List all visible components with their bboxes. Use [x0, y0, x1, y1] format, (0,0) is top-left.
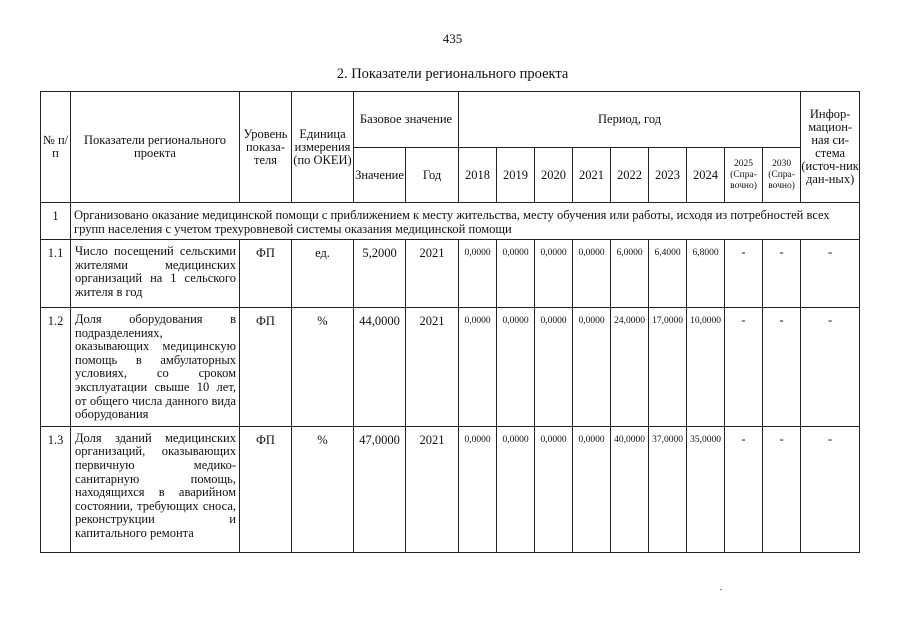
section-row: [41, 203, 860, 240]
header-year-2020: 2020: [535, 148, 573, 203]
page-number: 435: [442, 31, 463, 46]
header-year-2030: 2030 (Спра-вочно): [763, 148, 801, 203]
table-row: [41, 308, 860, 427]
value-2022: 40,0000: [611, 426, 649, 552]
value-2022: 6,0000: [611, 240, 649, 308]
value-2021: 0,0000: [573, 426, 611, 552]
header-info-system: Инфор-мацион-ная си-стема (источ-ник дан-ных): [801, 92, 860, 203]
section-text: Организовано оказание медицинской помощи с приближением к месту жительства, месту обучения или работы, исходя из потребностей всех групп населения с учетом трехуровневой системы оказания медицинской помощи: [71, 203, 860, 240]
base-year: 2021: [406, 240, 459, 308]
row-number: 1.1: [41, 240, 71, 308]
row-number: 1.3: [41, 426, 71, 552]
header-level: Уровень показа-теля: [240, 92, 292, 203]
header-unit: Единица измерения (по ОКЕИ): [292, 92, 354, 203]
base-value: 47,0000: [354, 426, 406, 552]
header-num: № п/п: [41, 92, 71, 203]
value-2030: -: [763, 240, 801, 308]
header-year-2018: 2018: [459, 148, 497, 203]
value-2019: 0,0000: [497, 308, 535, 427]
indicator-level: ФП: [240, 240, 292, 308]
value-2024: 10,0000: [687, 308, 725, 427]
header-year-2023: 2023: [649, 148, 687, 203]
value-2021: 0,0000: [573, 240, 611, 308]
value-2025: -: [725, 308, 763, 427]
value-2018: 0,0000: [459, 426, 497, 552]
header-base-value-value: Значение: [354, 148, 406, 203]
indicators-table: [40, 91, 860, 553]
value-2025: -: [725, 240, 763, 308]
header-year-2021: 2021: [573, 148, 611, 203]
value-2023: 17,0000: [649, 308, 687, 427]
header-year-2025: 2025 (Спра-вочно): [725, 148, 763, 203]
value-2020: 0,0000: [535, 426, 573, 552]
indicator-name: Число посещений сельскими жителями медицинских организаций на 1 сельского жителя в год: [71, 240, 240, 308]
value-2018: 0,0000: [459, 308, 497, 427]
document-title: 2. Показатели регионального проекта: [336, 66, 569, 82]
scan-speck: [720, 589, 722, 590]
indicator-level: ФП: [240, 308, 292, 427]
value-2020: 0,0000: [535, 240, 573, 308]
indicator-unit: %: [292, 426, 354, 552]
info-system: -: [801, 308, 860, 427]
value-2019: 0,0000: [497, 426, 535, 552]
value-2021: 0,0000: [573, 308, 611, 427]
value-2025: -: [725, 426, 763, 552]
value-2023: 6,4000: [649, 240, 687, 308]
value-2023: 37,0000: [649, 426, 687, 552]
base-year: 2021: [406, 426, 459, 552]
value-2020: 0,0000: [535, 308, 573, 427]
indicator-unit: ед.: [292, 240, 354, 308]
header-base-year: Год: [406, 148, 459, 203]
value-2019: 0,0000: [497, 240, 535, 308]
table-row: [41, 426, 860, 552]
header-year-2022: 2022: [611, 148, 649, 203]
header-base-value: Базовое значение: [354, 92, 459, 148]
base-year: 2021: [406, 308, 459, 427]
indicator-name: Доля оборудования в подразделениях, оказывающих медицинскую помощь в амбулаторных условиях, со сроком эксплуатации свыше 10 лет, от общего числа данного вида оборудования: [71, 308, 240, 427]
header-period: Период, год: [459, 92, 801, 148]
indicator-name: Доля зданий медицинских организаций, оказывающих первичную медико-санитарную помощь, находящихся в аварийном состоянии, требующих сноса, реконструкции и капитального ремонта: [71, 426, 240, 552]
value-2030: -: [763, 308, 801, 427]
value-2018: 0,0000: [459, 240, 497, 308]
section-number: 1: [41, 203, 71, 240]
info-system: -: [801, 240, 860, 308]
base-value: 44,0000: [354, 308, 406, 427]
info-system: -: [801, 426, 860, 552]
indicator-unit: %: [292, 308, 354, 427]
header-indicator-name: Показатели регионального проекта: [71, 92, 240, 203]
value-2024: 6,8000: [687, 240, 725, 308]
value-2022: 24,0000: [611, 308, 649, 427]
table-row: [41, 240, 860, 308]
value-2030: -: [763, 426, 801, 552]
header-year-2024: 2024: [687, 148, 725, 203]
header-year-2019: 2019: [497, 148, 535, 203]
indicator-level: ФП: [240, 426, 292, 552]
value-2024: 35,0000: [687, 426, 725, 552]
header-row-top: [41, 92, 860, 148]
row-number: 1.2: [41, 308, 71, 427]
base-value: 5,2000: [354, 240, 406, 308]
